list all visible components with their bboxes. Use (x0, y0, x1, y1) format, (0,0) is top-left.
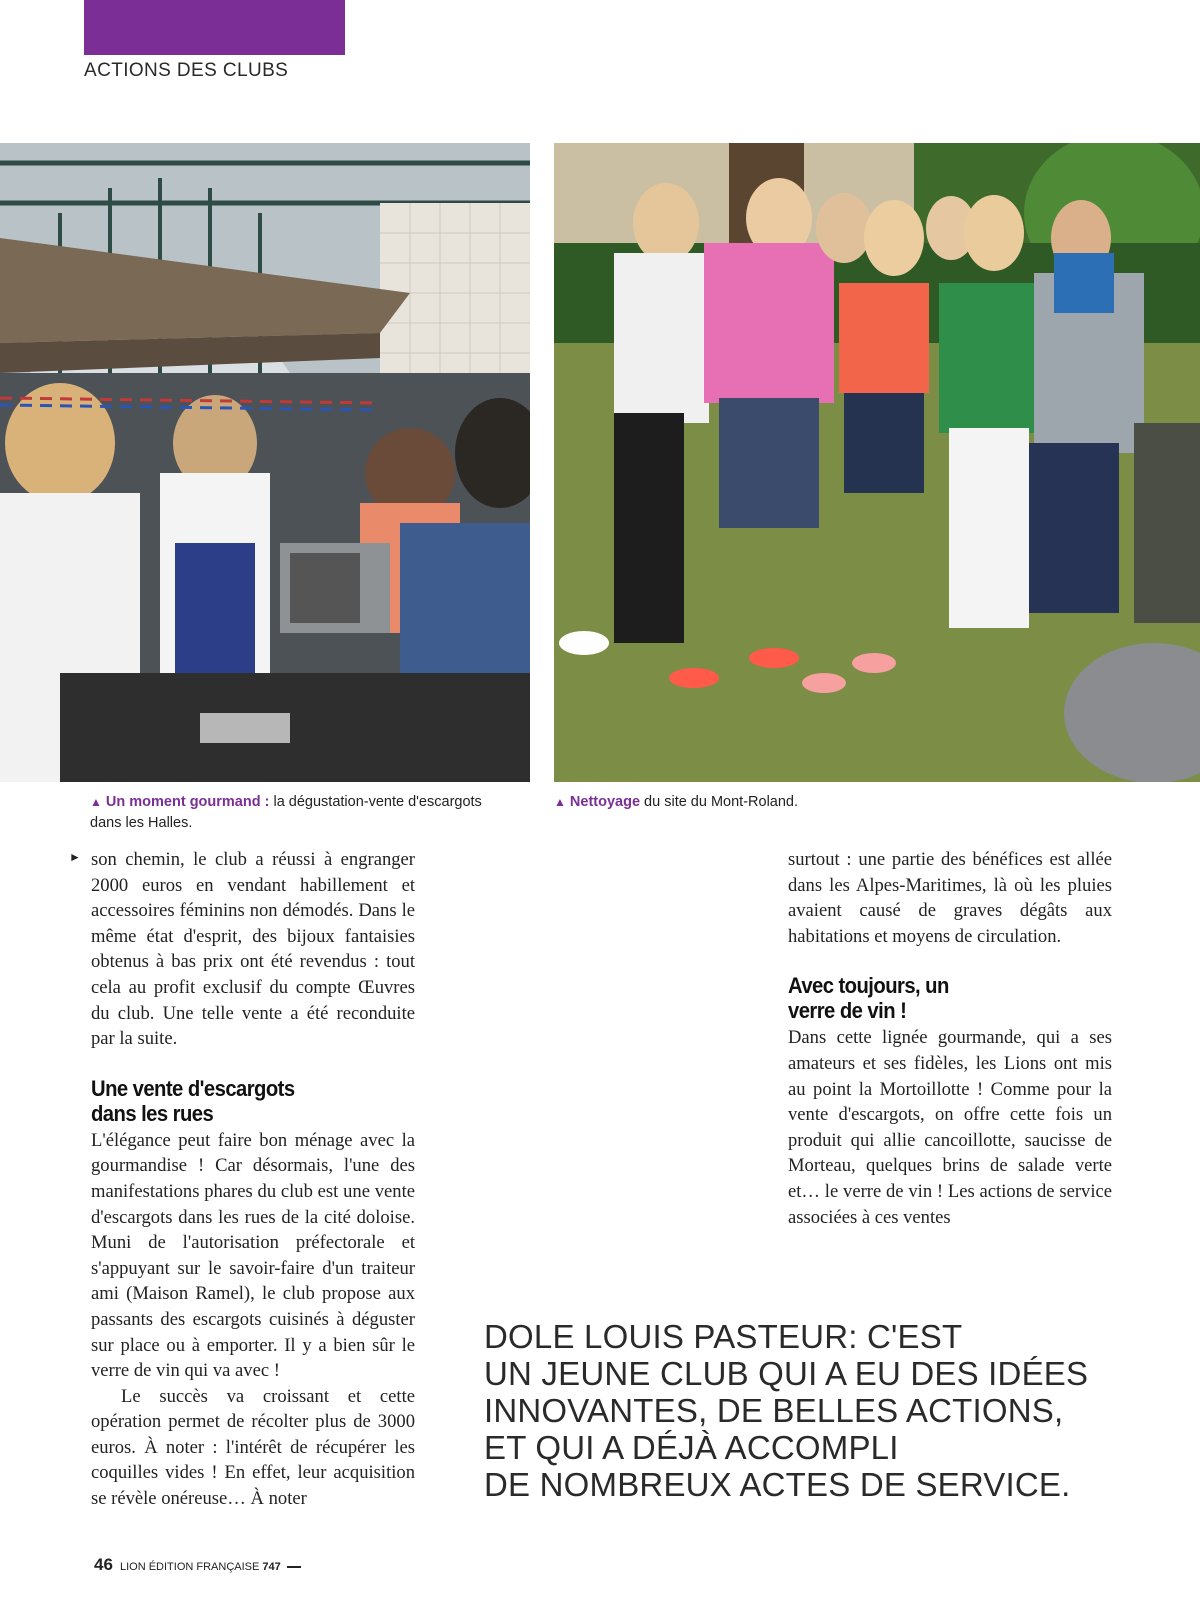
caption-lead: Un moment gourmand : (105, 794, 270, 810)
pull-quote-line: ET QUI A DÉJÀ ACCOMPLI (484, 1429, 899, 1466)
group-photo (554, 143, 1200, 782)
caption-text: la dégustation-vente d'escargots dans les Halles. (90, 794, 482, 831)
page-number: 46 (94, 1555, 113, 1574)
caption-lead: Nettoyage (569, 794, 641, 810)
paragraph: Dans cette lignée gourmande, qui a ses amateurs et ses fidèles, les Lions ont mis au point la Mortoillotte ! Comme pour la vente d'escargots, on offre cette fois un produit qui allie cancoillotte, saucisse de Morteau, quelques brins de salade verte et… le verre de vin ! Les actions de service associées à ces ventes (788, 1027, 1112, 1228)
text-column-right (788, 847, 1112, 1230)
pull-quote-line: DOLE LOUIS PASTEUR: C'EST (484, 1318, 963, 1355)
footer-rule (287, 1566, 301, 1568)
caption-marker-icon: ▲ (90, 795, 102, 809)
paragraph: son chemin, le club a réussi à engranger 2000 euros en vendant habillement et accessoires féminins non démodés. Dans le même état d'esprit, des bijoux fantaisies obtenus à bas prix ont été revendus : tout cela au profit exclusif du compte Œuvres du club. Une telle vente a été reconduite par la suite. (91, 849, 415, 1050)
publication-name: LION ÉDITION FRANÇAISE (119, 1561, 260, 1573)
pull-quote-line: UN JEUNE CLUB QUI A EU DES IDÉES (484, 1355, 1089, 1392)
section-title: ACTIONS DES CLUBS (84, 60, 289, 81)
paragraph: surtout : une partie des bénéfices est allée dans les Alpes-Maritimes, là où les pluies avaient causé de graves dégâts aux habitations et moyens de circulation. (788, 849, 1112, 947)
text-column-left (91, 847, 415, 1512)
caption-marker-icon: ▲ (554, 795, 566, 809)
market-hall-photo (0, 143, 530, 782)
issue-number: 747 (262, 1561, 281, 1573)
pull-quote-line: INNOVANTES, DE BELLES ACTIONS, (484, 1392, 1064, 1429)
continuation-arrow-icon: ► (69, 850, 81, 864)
section-color-bar (84, 0, 345, 55)
pull-quote-line: DE NOMBREUX ACTES DE SERVICE. (484, 1466, 1071, 1503)
photo-caption-right (554, 792, 974, 813)
page-footer (94, 1555, 301, 1575)
caption-text: du site du Mont-Roland. (640, 794, 799, 810)
subheading: Une vente d'escargots dans les rues (91, 1075, 295, 1126)
subheading: Avec toujours, un verre de vin ! (788, 973, 949, 1024)
pull-quote (484, 1318, 1184, 1503)
photo-caption-left (90, 792, 510, 834)
paragraph: Le succès va croissant et cette opération permet de récolter plus de 3000 euros. À noter : l'intérêt de récupérer les coquilles vides ! En effet, leur acquisition se révèle onéreuse… À noter (91, 1385, 415, 1510)
paragraph: L'élégance peut faire bon ménage avec la gourmandise ! Car désormais, l'une des manifestations phares du club est une vente d'escargots dans les rues de la cité doloise. Muni de l'autorisation préfectorale et s'appuyant sur le savoir-faire d'un traiteur ami (Maison Ramel), le club propose aux passants des escargots cuisinés à déguster sur place ou à emporter. Il y a bien sûr le verre de vin qui va avec ! (91, 1129, 415, 1382)
